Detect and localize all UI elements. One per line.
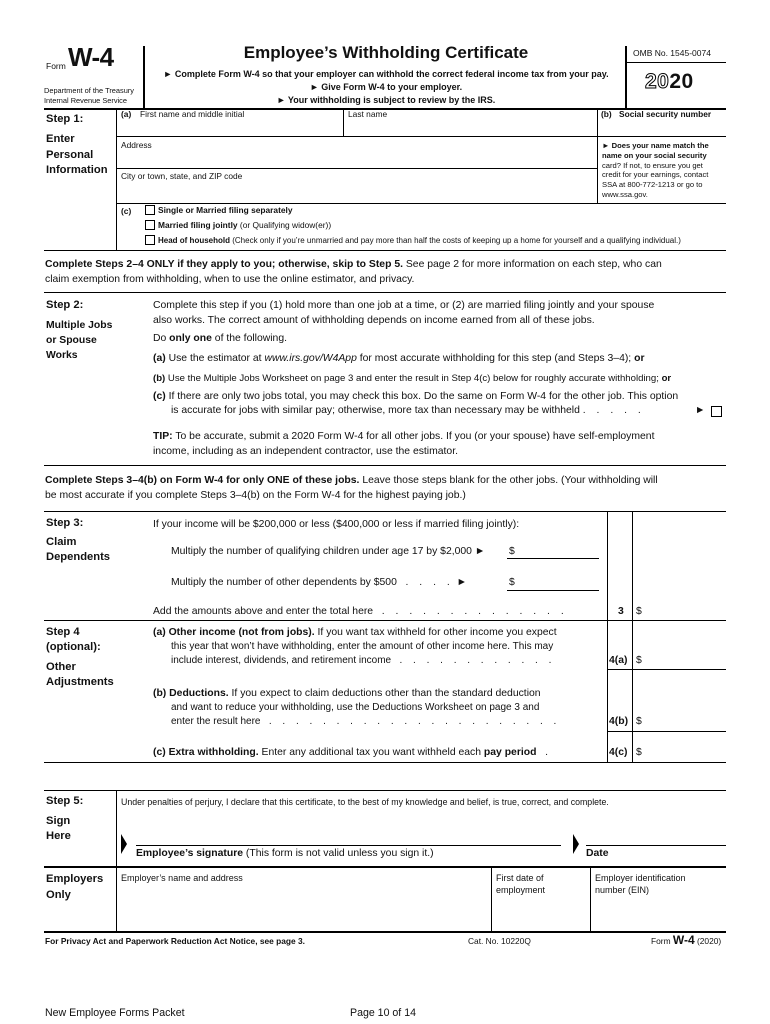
header-divider-right — [625, 46, 627, 109]
signature-input[interactable] — [136, 826, 560, 844]
c-marker: (c) — [121, 206, 132, 216]
line-3-number: 3 — [618, 606, 624, 617]
form-number: W-4 — [68, 42, 114, 72]
ssn-field-divider — [597, 108, 598, 204]
line-3-bottom — [607, 620, 726, 621]
step-2-option-a: (a) Use the estimator at www.irs.gov/W4App for most accurate withholding for this step (and Steps 3–4); or — [153, 353, 645, 364]
steps-3-4b-notice: Complete Steps 3–4(b) on Form W-4 for only ONE of these jobs. Leave those steps blank for the other jobs. (Your withholding will be most accurate if you complete Steps 3–4(b) on the Form W-4 for the highest paying job.) — [45, 475, 658, 501]
row-rule-1 — [116, 136, 726, 137]
city-input[interactable] — [118, 182, 596, 202]
step-4-bottom-rule — [44, 762, 726, 763]
line-4a-amount-input[interactable] — [645, 652, 725, 668]
omb-number: OMB No. 1545-0074 — [633, 48, 711, 58]
form-footer-id: Form W-4 (2020) — [651, 933, 722, 947]
notice-1-rule — [44, 292, 726, 293]
step-3-name-2: Dependents — [46, 551, 111, 563]
children-amount-input[interactable] — [518, 543, 598, 557]
line-4a-bottom — [607, 669, 726, 670]
married-jointly-label: Married filing jointly (or Qualifying widow(er)) — [158, 220, 332, 230]
step-3-label: Step 3: — [46, 517, 84, 529]
step-4-optional: (optional): — [46, 641, 101, 653]
employers-label-2: Only — [46, 889, 71, 901]
step-2-name-2: or Spouse — [46, 335, 97, 346]
ein-divider — [590, 866, 591, 932]
step-4c-line: (c) Extra withholding. Enter any additional tax you want withheld each pay period . — [153, 747, 549, 758]
step-3-intro: If your income will be $200,000 or less ($400,000 or less if married filing jointly): — [153, 519, 520, 530]
first-date-divider — [491, 866, 492, 932]
date-label: Date — [586, 848, 609, 859]
form-word: Form — [46, 61, 66, 71]
row-rule-3 — [116, 203, 726, 204]
two-jobs-checkbox[interactable] — [711, 406, 722, 417]
step-5-label: Step 5: — [46, 795, 84, 807]
step-4a-line-1: (a) Other income (not from jobs). If you want tax withheld for other income you expect — [153, 627, 557, 638]
employers-bottom-rule — [44, 931, 726, 933]
signature-line — [136, 845, 561, 846]
step-1-bottom-rule — [44, 250, 726, 251]
step-1-left-border — [116, 108, 117, 250]
amount-col-left — [607, 511, 608, 762]
line-3-dollar: $ — [636, 606, 642, 617]
line-3-amount-input[interactable] — [645, 603, 725, 619]
step-3-name-1: Claim — [46, 536, 77, 548]
notice-2-rule — [44, 511, 726, 512]
last-name-input[interactable] — [345, 120, 595, 135]
first-name-label: First name and middle initial — [140, 109, 245, 119]
step-4b-line-3: enter the result here . . . . . . . . . . . . . . . . . . . . . . — [171, 716, 561, 727]
line-4a-dollar: $ — [636, 655, 642, 666]
children-dollar: $ — [509, 546, 515, 557]
head-of-household-label: Head of household (Check only if you’re unmarried and pay more than half the costs of keeping up a home for yourself and a qualifying individual.) — [158, 236, 681, 245]
steps-2-4-notice: Complete Steps 2–4 ONLY if they apply to you; otherwise, skip to Step 5. See page 2 for more information on each step, who can claim exemption from withholding, when to use the online estimator, and privacy. — [45, 259, 662, 285]
city-label: City or town, state, and ZIP code — [121, 171, 243, 181]
line-4c-dollar: $ — [636, 747, 642, 758]
omb-divider — [626, 62, 726, 63]
step-5-top-rule — [44, 790, 726, 791]
step-2-option-b: (b) Use the Multiple Jobs Worksheet on page 3 and enter the result in Step 4(c) below for roughly accurate withholding; or — [153, 373, 672, 384]
other-dependents-line: Multiply the number of other dependents by $500 . . . . ► — [171, 577, 467, 588]
first-date-label: First date of employment — [496, 873, 546, 895]
b-marker: (b) — [601, 109, 612, 119]
address-input[interactable] — [118, 151, 596, 166]
signature-arrow-icon — [121, 834, 127, 854]
step-2-option-c: (c) If there are only two jobs total, you may check this box. Do the same on Form W-4 for the other job. This option — [153, 391, 679, 402]
children-amount-line — [507, 558, 599, 559]
step-5-name-2: Here — [46, 830, 71, 842]
step-5-name-1: Sign — [46, 815, 71, 827]
step-2-c-arrow: ► — [695, 405, 706, 416]
first-name-input[interactable] — [118, 120, 342, 135]
single-label: Single or Married filing separately — [158, 205, 293, 215]
line-4b-dollar: $ — [636, 716, 642, 727]
instruction-2: ► Give Form W-4 to your employer. — [309, 82, 463, 92]
line-4c-number: 4(c) — [609, 747, 628, 758]
ssn-input[interactable] — [599, 120, 725, 135]
single-checkbox[interactable] — [145, 205, 155, 215]
address-label: Address — [121, 140, 152, 150]
tax-year: 2020 — [645, 70, 694, 93]
step-2-label: Step 2: — [46, 299, 84, 311]
step-4b-line-2: and want to reduce your withholding, use the Deductions Worksheet on page 3 and — [171, 702, 540, 713]
step-2-tip: TIP: To be accurate, submit a 2020 Form W-4 for all other jobs. If you (or your spouse) have self-employment income, including as an independent contractor, use the estimator. — [153, 431, 655, 457]
step-3-bottom-rule — [44, 620, 607, 621]
children-line: Multiply the number of qualifying children under age 17 by $2,000 ► — [171, 546, 486, 557]
step-4-name-1: Other — [46, 661, 76, 673]
step-1-label: Step 1: — [46, 113, 84, 125]
ssn-label: Social security number — [619, 109, 712, 119]
step-1-name-2: Personal — [46, 149, 94, 161]
step-2-option-c-line-2: is accurate for jobs with similar pay; otherwise, more tax than necessary may be withheld . . . . . — [171, 405, 645, 416]
name-field-divider — [343, 108, 344, 136]
step-2-intro: Complete this step if you (1) hold more than one job at a time, or (2) are married filing jointly and your spouse also works. The correct amount of withholding depends on income earned from all of these jobs. — [153, 300, 655, 326]
step-1-name-3: Information — [46, 164, 108, 176]
ein-input[interactable] — [593, 898, 724, 928]
employers-label-1: Employers — [46, 873, 104, 885]
date-input[interactable] — [586, 826, 724, 844]
dependents-total-line: Add the amounts above and enter the total here . . . . . . . . . . . . . . — [153, 606, 568, 617]
instruction-1: ► Complete Form W-4 so that your employer can withhold the correct federal income tax from your pay. — [163, 69, 609, 79]
step-5-left-border — [116, 790, 117, 932]
form-title: Employee’s Withholding Certificate — [243, 43, 529, 62]
instruction-3: ► Your withholding is subject to review by the IRS. — [276, 95, 496, 105]
line-4b-bottom — [607, 731, 726, 732]
employer-name-address-label: Employer’s name and address — [121, 873, 243, 883]
dept-line-1: Department of the Treasury — [44, 86, 134, 95]
step-4-label: Step 4 — [46, 626, 80, 638]
header-divider-left — [143, 46, 145, 109]
name-match-note: ► Does your name match the name on your social security card? If not, to ensure you get credit for your earnings, contact SSA at 800-772-1213 or go to www.ssa.gov. — [602, 141, 709, 199]
step-2-do-only-one: Do only one of the following. — [153, 333, 287, 344]
packet-name: New Employee Forms Packet — [45, 1007, 185, 1019]
step-4a-line-2: this year that won’t have withholding, enter the amount of other income here. This may — [171, 641, 554, 652]
date-line — [586, 845, 726, 846]
last-name-label: Last name — [348, 109, 388, 119]
step-4-name-2: Adjustments — [46, 676, 114, 688]
a-marker: (a) — [121, 109, 132, 119]
line-4b-number: 4(b) — [609, 716, 629, 727]
step-2-name-3: Works — [46, 350, 78, 361]
amount-col-mid — [632, 511, 633, 762]
step-1-name-1: Enter — [46, 133, 75, 145]
married-jointly-checkbox[interactable] — [145, 220, 155, 230]
step-4b-line-1: (b) Deductions. If you expect to claim deductions other than the standard deduction — [153, 688, 541, 699]
step-2-bottom-rule — [44, 465, 726, 466]
step-4a-line-3: include interest, dividends, and retirement income . . . . . . . . . . . . — [171, 655, 556, 666]
signature-label: Employee’s signature (This form is not valid unless you sign it.) — [136, 848, 434, 859]
date-arrow-icon — [573, 834, 579, 854]
step-5-bottom-rule — [44, 866, 726, 868]
other-amount-input[interactable] — [518, 574, 598, 589]
line-4a-number: 4(a) — [609, 655, 628, 666]
dept-line-2: Internal Revenue Service — [44, 96, 127, 105]
page-number: Page 10 of 14 — [350, 1007, 416, 1019]
head-of-household-checkbox[interactable] — [145, 235, 155, 245]
line-4b-amount-input[interactable] — [645, 713, 725, 729]
privacy-notice: For Privacy Act and Paperwork Reduction Act Notice, see page 3. — [45, 936, 306, 946]
other-dollar: $ — [509, 577, 515, 588]
step-2-name-1: Multiple Jobs — [46, 320, 113, 331]
row-rule-2 — [116, 168, 597, 169]
ein-label: Employer identification number (EIN) — [595, 873, 686, 895]
catalog-number: Cat. No. 10220Q — [468, 936, 531, 946]
employer-name-address-input[interactable] — [119, 887, 489, 929]
perjury-statement: Under penalties of perjury, I declare that this certificate, to the best of my knowledge and belief, is true, correct, and complete. — [121, 797, 609, 807]
line-4c-amount-input[interactable] — [645, 744, 725, 760]
first-date-input[interactable] — [494, 898, 586, 928]
other-amount-line — [507, 590, 599, 591]
